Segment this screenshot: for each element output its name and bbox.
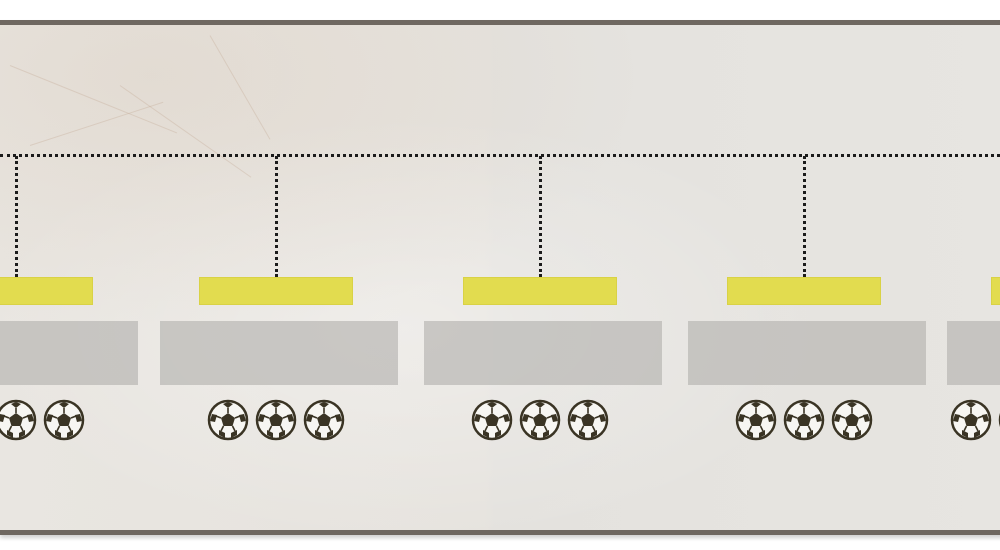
slot-tape-4 — [727, 277, 881, 305]
marble-vein — [120, 85, 252, 178]
soccer-ball-icon — [303, 399, 345, 441]
slot-tape-1 — [0, 277, 93, 305]
soccer-ball-icon — [207, 399, 249, 441]
soccer-ball-icon — [831, 399, 873, 441]
team-slot-1[interactable] — [0, 321, 138, 385]
soccer-ball-icon — [735, 399, 777, 441]
slot-tape-3 — [463, 277, 617, 305]
team-slot-3[interactable] — [424, 321, 662, 385]
soccer-ball-icon — [255, 399, 297, 441]
soccer-ball-icon — [519, 399, 561, 441]
bracket-connector-4 — [803, 156, 806, 277]
soccer-ball-icon — [43, 399, 85, 441]
team-slot-4[interactable] — [688, 321, 926, 385]
marble-vein — [210, 35, 271, 139]
soccer-ball-icon — [567, 399, 609, 441]
team-slot-5[interactable] — [947, 321, 1000, 385]
soccer-ball-icon — [471, 399, 513, 441]
bracket-connector-2 — [275, 156, 278, 277]
marble-vein — [30, 102, 163, 146]
team-slot-2[interactable] — [160, 321, 398, 385]
slot-tape-2 — [199, 277, 353, 305]
bracket-connector-horizontal — [0, 154, 1000, 157]
slot-tape-5 — [991, 277, 1000, 305]
soccer-ball-icon — [0, 399, 37, 441]
bracket-connector-3 — [539, 156, 542, 277]
bracket-connector-1 — [15, 156, 18, 277]
soccer-ball-icon — [950, 399, 992, 441]
soccer-ball-icon — [783, 399, 825, 441]
